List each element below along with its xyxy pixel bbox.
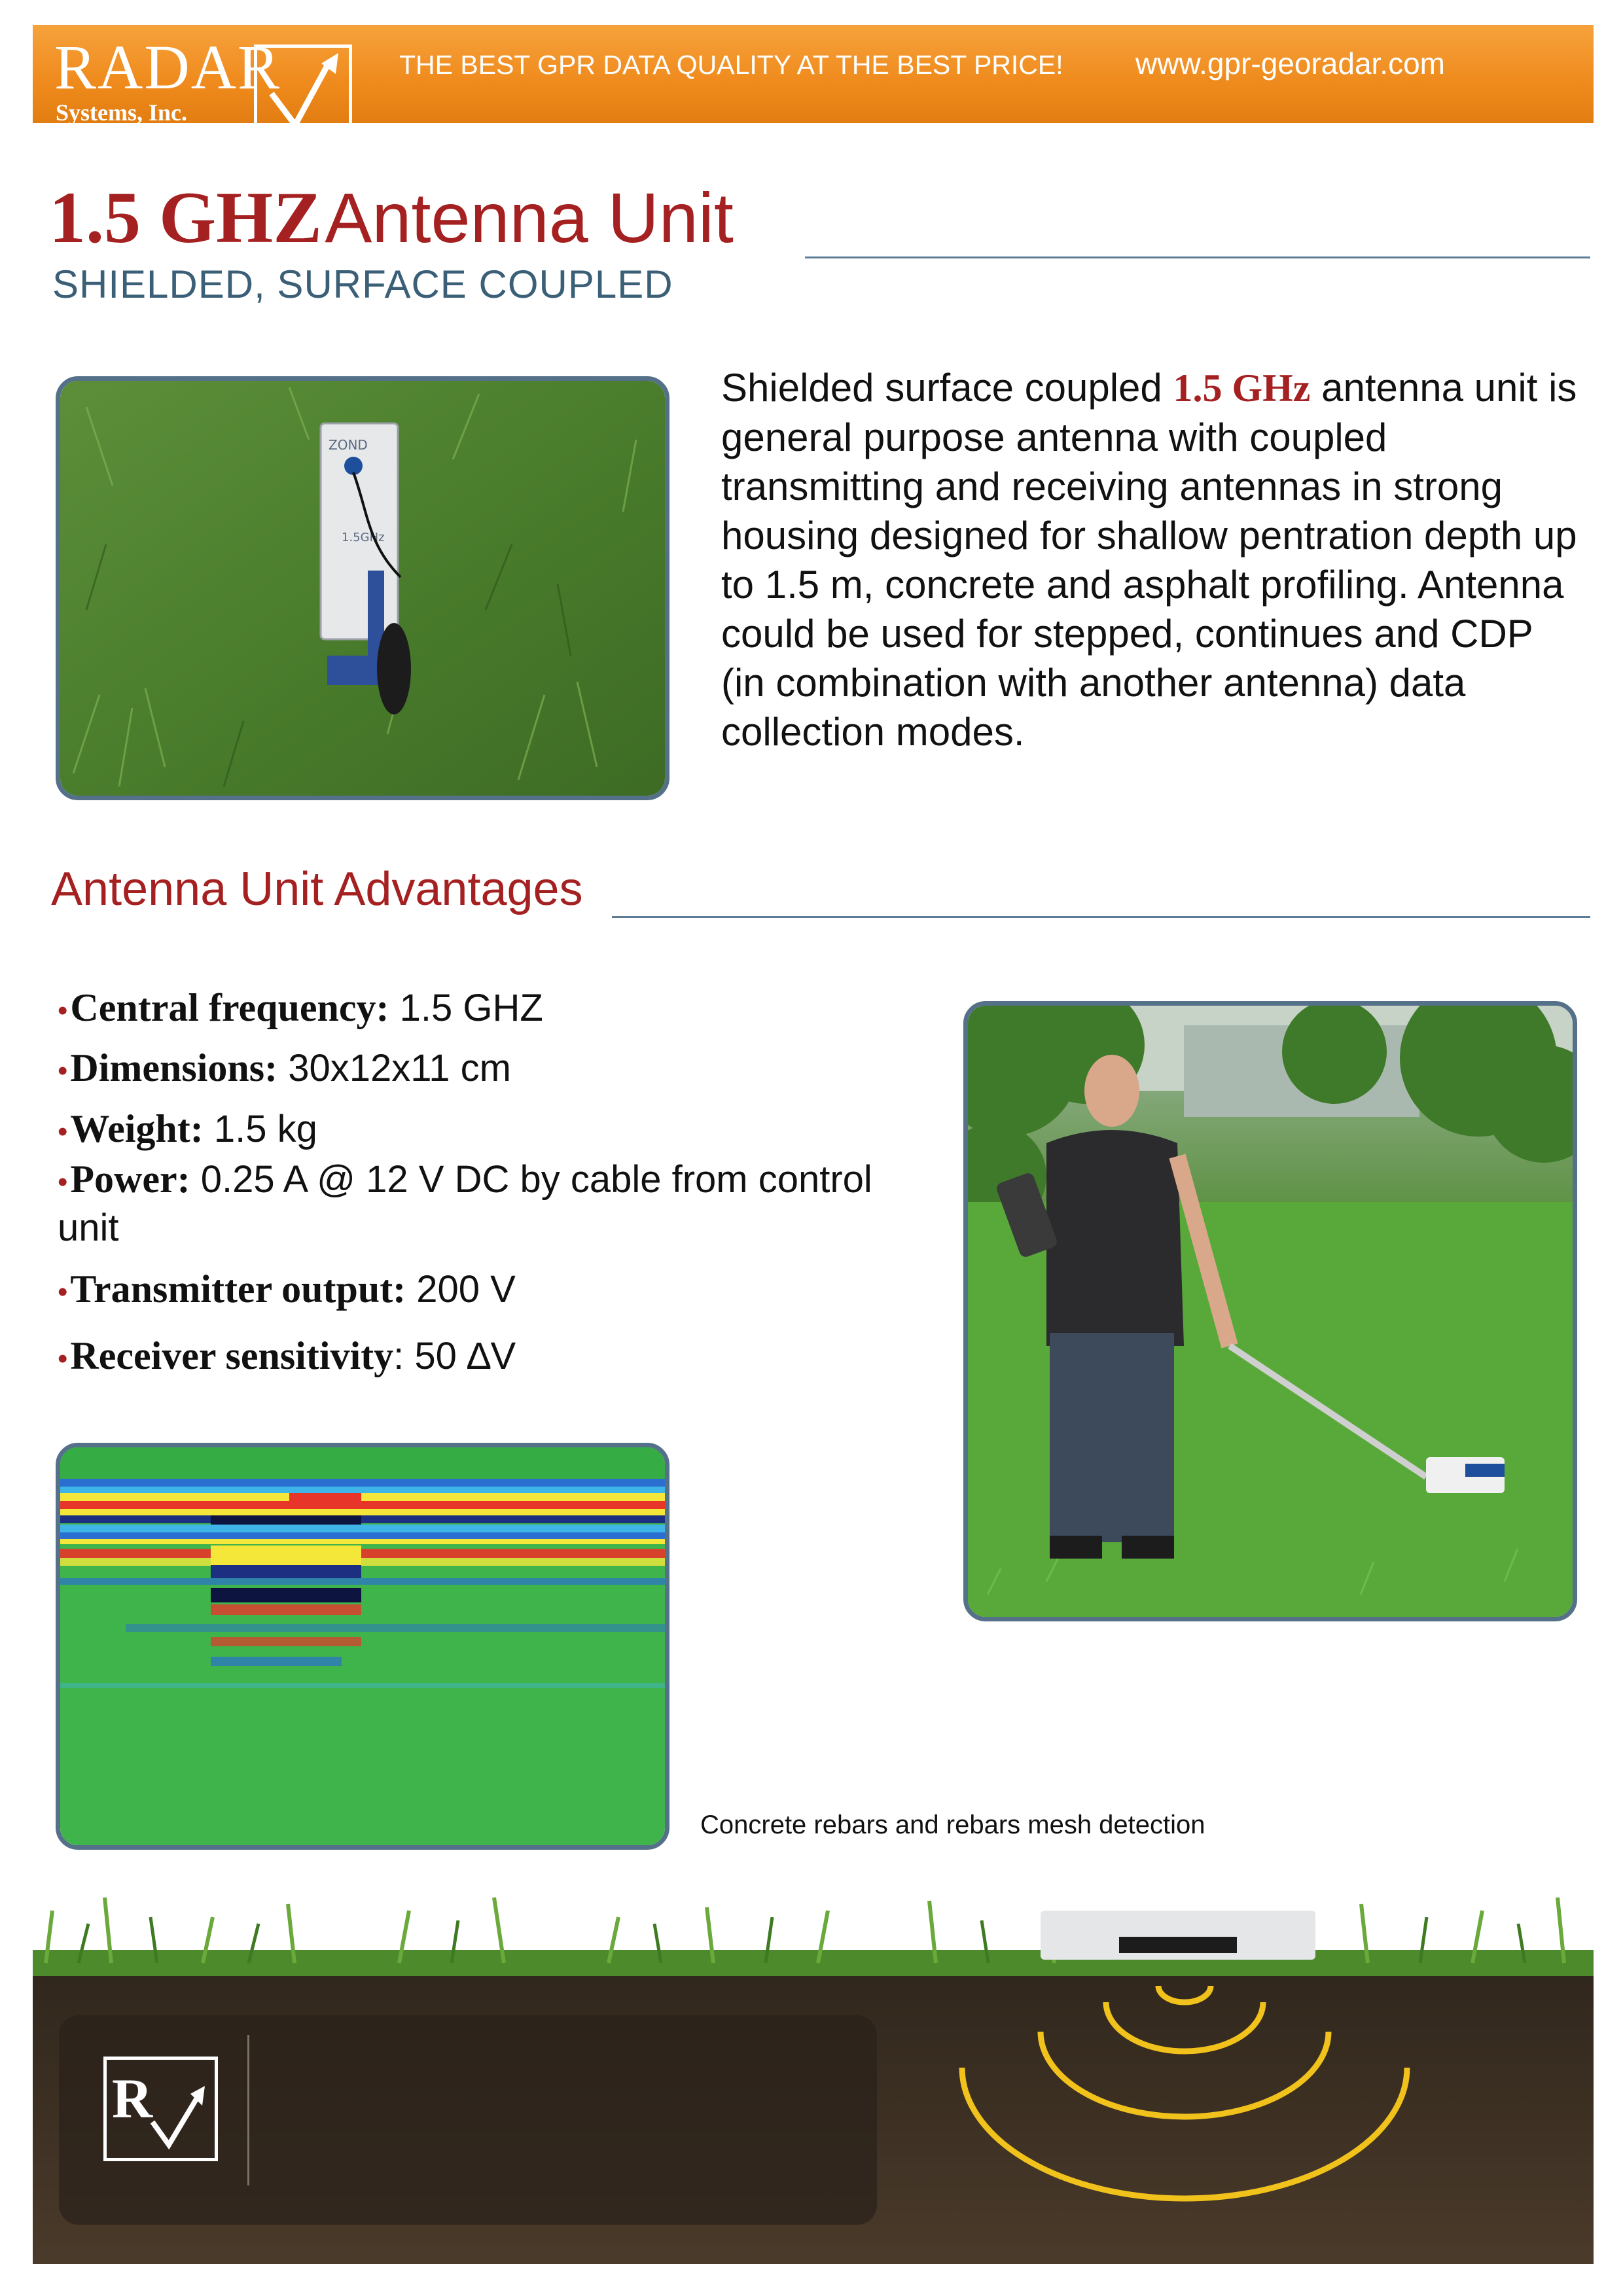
bullet-icon: •	[58, 1054, 68, 1087]
header-tagline: THE BEST GPR DATA QUALITY AT THE BEST PRICE!	[399, 50, 1063, 80]
bullet-icon: •	[58, 1275, 68, 1308]
spec-item: •Power: 0.25 A @ 12 V DC by cable from control unit	[58, 1157, 872, 1249]
footer-logo-icon	[103, 2057, 218, 2161]
svg-text:R: R	[112, 2067, 153, 2130]
spec-item: •Central frequency: 1.5 GHZ	[58, 986, 543, 1029]
advantages-heading: Antenna Unit Advantages	[51, 863, 583, 915]
spec-item: •Transmitter output: 200 V	[58, 1267, 516, 1311]
spec-item: •Receiver sensitivity: 50 ∆V	[58, 1334, 516, 1377]
title-product: Antenna Unit	[325, 178, 734, 257]
logo-name: RADAR	[54, 32, 281, 102]
description-frequency: 1.5 GHz	[1173, 366, 1311, 410]
product-description	[721, 363, 1585, 756]
operator-with-gpr-photo	[963, 1001, 1577, 1621]
page-subtitle: SHIELDED, SURFACE COUPLED	[52, 262, 673, 306]
bullet-icon: •	[58, 1165, 68, 1198]
antenna-freq-text: 1.5GHz	[342, 531, 385, 544]
description-intro: Shielded surface coupled	[721, 366, 1173, 410]
spec-item: •Dimensions: 30x12x11 cm	[58, 1046, 511, 1089]
radargram-image	[56, 1443, 669, 1850]
header-website-link[interactable]: www.gpr-georadar.com	[1135, 46, 1445, 80]
bullet-icon: •	[58, 994, 68, 1027]
spec-item: •Weight: 1.5 kg	[58, 1107, 317, 1150]
advantages-underline	[612, 916, 1590, 918]
antenna-brand-text: ZOND	[329, 437, 368, 453]
description-body: antenna unit is general purpose antenna with coupled transmitting and receiving antennas in strong housing designed for shallow pentration depth up to 1.5 m, concrete and asphalt profiling. Antenna could be used for stepped, continues and CDP (in combination with another antenna) data collection modes.	[721, 366, 1577, 754]
ground-cross-section-graphic	[33, 1871, 1594, 2264]
logo-mark-icon	[254, 44, 352, 136]
title-frequency: 1.5 GHZ	[49, 177, 322, 258]
bullet-icon: •	[58, 1115, 68, 1148]
footer-divider	[247, 2035, 249, 2185]
bullet-icon: •	[58, 1342, 68, 1375]
title-underline	[805, 256, 1590, 258]
radargram-caption: Concrete rebars and rebars mesh detection	[700, 1810, 1205, 1839]
antenna-on-grass-photo	[56, 376, 669, 800]
logo-company: Systems, Inc.	[56, 99, 188, 126]
header-banner	[33, 25, 1594, 126]
